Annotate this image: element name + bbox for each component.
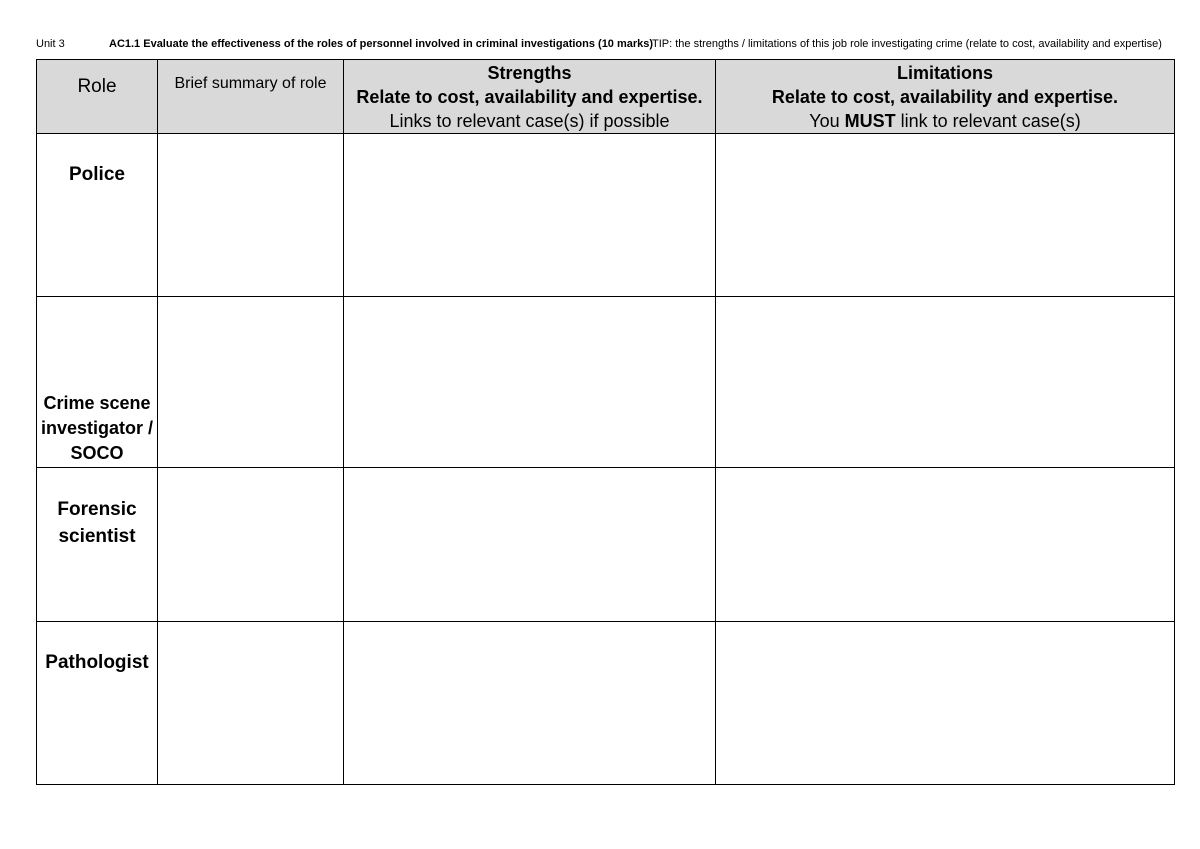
column-header-strengths [344, 60, 716, 134]
limitations-note-emphasis: MUST [844, 111, 896, 131]
limitations-cell-forensic[interactable] [716, 468, 1175, 622]
role-cell-forensic: Forensic scientist [37, 468, 158, 622]
table-row [37, 468, 1175, 622]
table-row [37, 134, 1175, 297]
document-header [0, 37, 1200, 51]
tip-text: TIP: the strengths / limitations of this job role investigating crime (relate to cost, availability and expertise) [652, 38, 1162, 50]
assessment-criterion: AC1.1 Evaluate the effectiveness of the roles of personnel involved in criminal investigations (10 marks) [109, 38, 654, 50]
table-header-row [37, 60, 1175, 134]
limitations-cell-csi[interactable] [716, 297, 1175, 468]
column-header-summary: Brief summary of role [158, 60, 344, 134]
summary-cell-forensic[interactable] [158, 468, 344, 622]
limitations-cell-pathologist[interactable] [716, 622, 1175, 785]
table-row [37, 297, 1175, 468]
limitations-note [716, 109, 1174, 133]
summary-cell-police[interactable] [158, 134, 344, 297]
limitations-cell-police[interactable] [716, 134, 1175, 297]
summary-cell-pathologist[interactable] [158, 622, 344, 785]
limitations-note-prefix: You [809, 111, 845, 131]
limitations-subtitle: Relate to cost, availability and expertise. [771, 87, 1119, 107]
unit-label: Unit 3 [36, 38, 65, 50]
strengths-note: Links to relevant case(s) if possible [389, 111, 670, 131]
role-cell-pathologist: Pathologist [37, 622, 158, 785]
role-cell-csi: Crime scene investigator / SOCO [37, 297, 158, 468]
strengths-cell-police[interactable] [344, 134, 716, 297]
strengths-subtitle: Relate to cost, availability and expertise. [356, 87, 703, 107]
limitations-note-suffix: link to relevant case(s) [895, 111, 1081, 131]
strengths-title: Strengths [487, 63, 572, 83]
column-header-limitations [716, 60, 1175, 134]
table-row [37, 622, 1175, 785]
column-header-role: Role [37, 60, 158, 134]
strengths-cell-forensic[interactable] [344, 468, 716, 622]
strengths-cell-csi[interactable] [344, 297, 716, 468]
summary-cell-csi[interactable] [158, 297, 344, 468]
role-cell-police: Police [37, 134, 158, 297]
evaluation-table [36, 59, 1175, 785]
strengths-cell-pathologist[interactable] [344, 622, 716, 785]
limitations-title: Limitations [896, 63, 993, 83]
